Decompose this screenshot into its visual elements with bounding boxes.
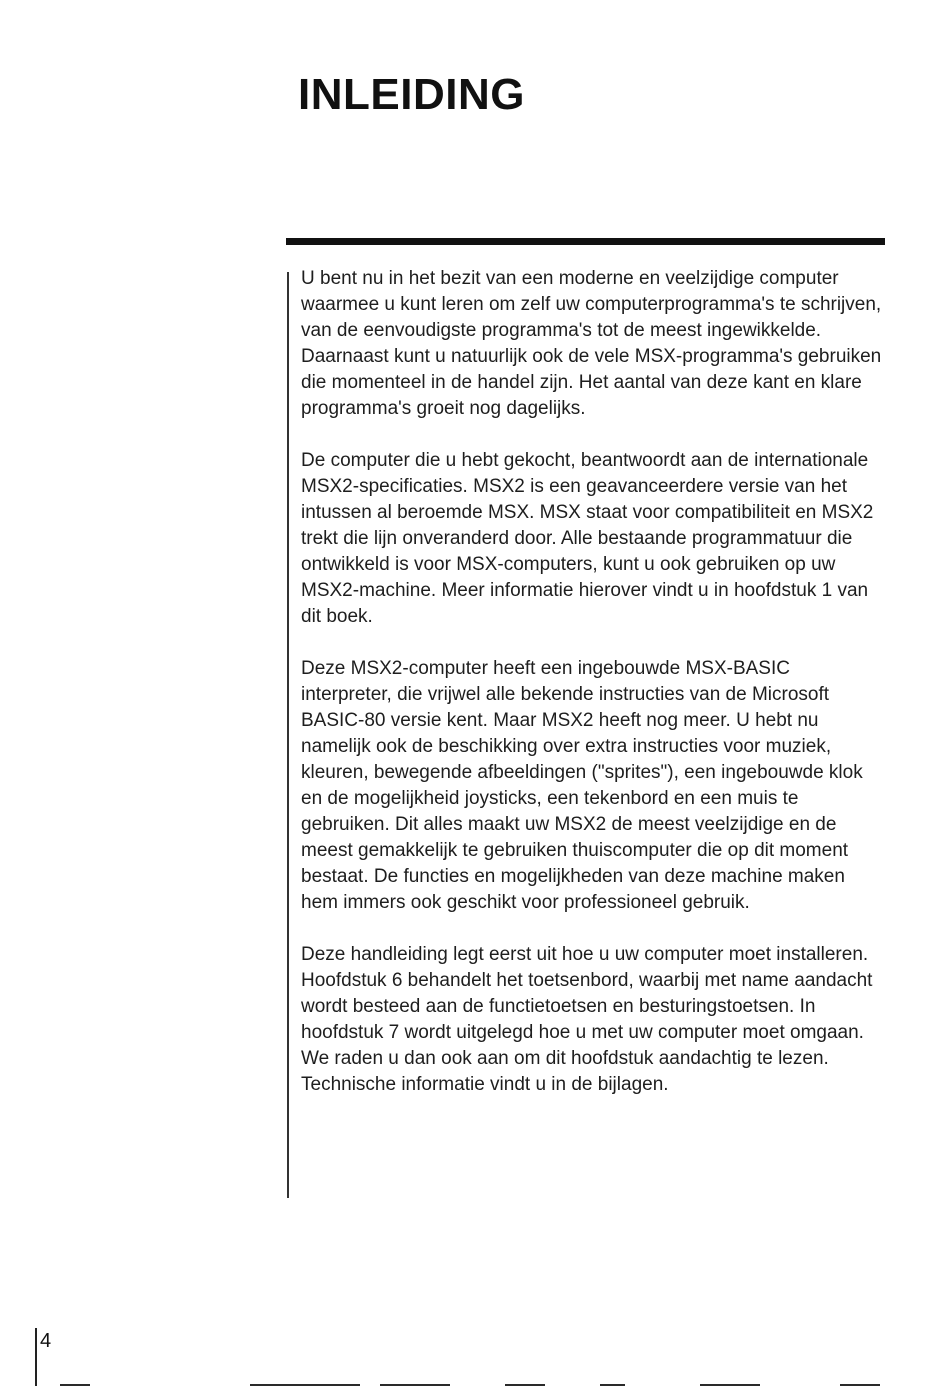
paragraph-1: U bent nu in het bezit van een moderne en veelzijdige computer waarmee u kunt leren om zelf uw computerprogramma's te schrijven, van de eenvoudigste programma's tot de meest ingewikkelde. Daarnaast kunt u natuurlijk ook de vele MSX-programma's gebruiken die momenteel in de handel zijn. Het aantal van deze kant en klare programma's groeit nog dagelijks. — [301, 268, 882, 419]
title-divider — [286, 238, 885, 245]
scan-artifact — [700, 1384, 760, 1386]
scan-artifact — [600, 1384, 625, 1386]
scan-artifact — [60, 1384, 90, 1386]
scan-artifact — [840, 1384, 880, 1386]
page-number: 4 — [40, 1330, 52, 1352]
paragraph-4: Deze handleiding legt eerst uit hoe u uw computer moet installeren. Hoofdstuk 6 behandelt het toetsenbord, waarbij met name aandacht wordt besteed aan de functietoetsen en besturingstoetsen. In hoofdstuk 7 wordt uitgelegd hoe u met uw computer moet omgaan. We raden u dan ook aan om dit hoofdstuk aandachtig te lezen. Technische informatie vindt u in de bijlagen. — [301, 944, 873, 1095]
paragraph-2: De computer die u hebt gekocht, beantwoordt aan de internationale MSX2-specificaties. MSX2 is een geavanceerdere versie van het intussen al beroemde MSX. MSX staat voor compatibiliteit en MSX2 trekt die lijn onveranderd door. Alle bestaande programmatuur die ontwikkeld is voor MSX-computers, kunt u ook gebruiken op uw MSX2-machine. Meer informatie hierover vindt u in hoofdstuk 1 van dit boek. — [301, 450, 874, 627]
margin-bar — [287, 272, 289, 1198]
scan-artifact — [505, 1384, 545, 1386]
page-title: INLEIDING — [298, 70, 525, 119]
page-number-bar — [35, 1328, 37, 1386]
paragraph-3: Deze MSX2-computer heeft een ingebouwde MSX-BASIC interpreter, die vrijwel alle bekende instructies van de Microsoft BASIC-80 versie kent. Maar MSX2 heeft nog meer. U hebt nu namelijk ook de beschikking over extra instructies voor muziek, kleuren, bewegende afbeeldingen ("sprites"), een ingebouwde klok en de mogelijkheid joysticks, een tekenbord en een muis te gebruiken. Dit alles maakt uw MSX2 de meest veelzijdige en de meest gemakkelijk te gebruiken thuiscomputer die op dit moment bestaat. De functies en mogelijkheden van deze machine maken hem immers ook geschikt voor professioneel gebruik. — [301, 658, 863, 913]
body-text — [301, 266, 885, 1124]
scan-artifact — [250, 1384, 360, 1386]
scan-artifact — [380, 1384, 450, 1386]
